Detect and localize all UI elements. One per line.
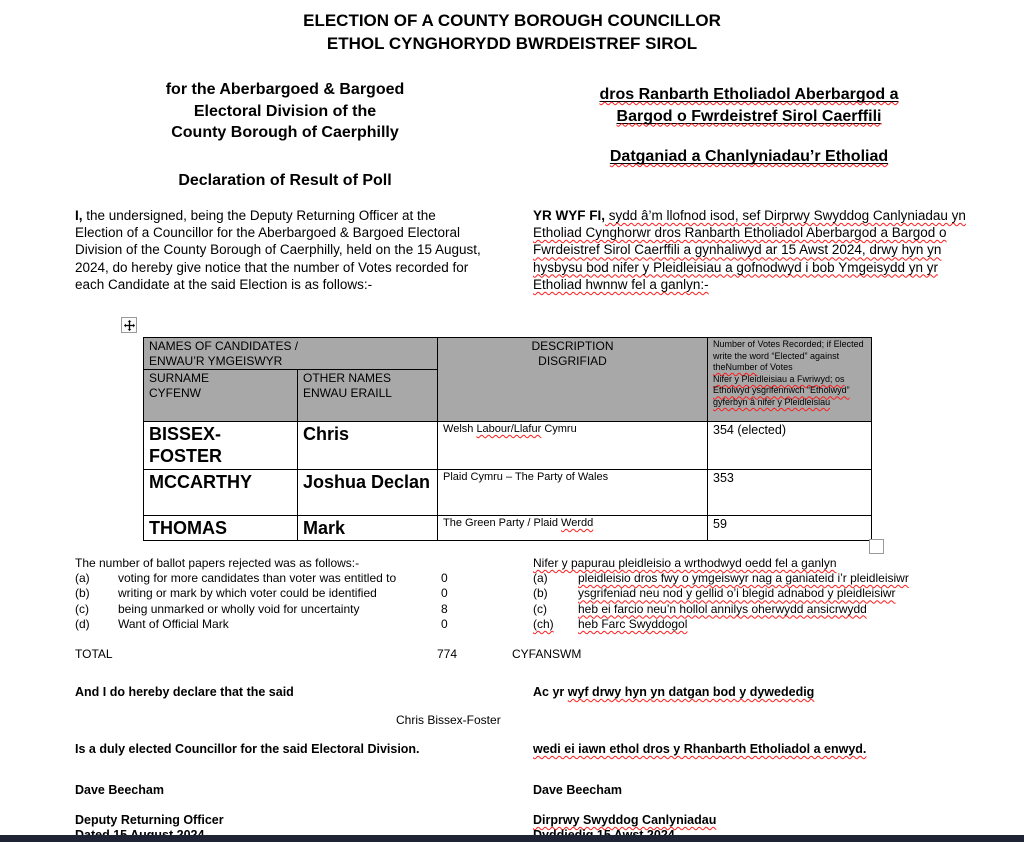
header-other-names-cy: ENWAU ERAILL xyxy=(303,385,392,400)
description-welsh-text: Labour/Llafur xyxy=(476,423,542,435)
item-label: (c) xyxy=(75,601,89,616)
item-text: Want of Official Mark xyxy=(118,616,229,631)
header-description xyxy=(438,338,708,422)
intro-lead-welsh: YR WYF FI, xyxy=(533,208,605,223)
surname-cell: THOMAS xyxy=(144,516,298,541)
table-row xyxy=(144,422,872,470)
officer-title-text: Dirprwy Swyddog Canlyniadau xyxy=(533,813,717,827)
intro-body-english: the undersigned, being the Deputy Returning Officer at the Election of a Councillor for the Aberbargoed & Bargoed Electoral Division of the County Borough of Caerphilly, held on the 15 August, 2024, do hereby give notice that the number of Votes recorded for each Candidate at the said Election is as follows:- xyxy=(75,208,481,292)
heading-english-line: County Borough of Caerphilly xyxy=(171,124,399,141)
item-value: 8 xyxy=(441,601,448,616)
rejected-item xyxy=(533,602,1003,617)
item-text: being unmarked or wholly void for uncertainty xyxy=(118,601,360,616)
results-table xyxy=(143,337,872,541)
welsh-text: Datganiad a Chanlyniadau’r Etholiad xyxy=(609,148,889,165)
intro-paragraph-welsh xyxy=(533,207,989,293)
total-label-en: TOTAL xyxy=(75,647,113,661)
move-arrows-icon xyxy=(124,320,135,331)
rejected-item xyxy=(533,617,1003,632)
votes-cell: 353 xyxy=(708,470,872,516)
declaration-cy-1 xyxy=(533,685,993,699)
other-names-cell: Mark xyxy=(298,516,438,541)
description-cell xyxy=(438,422,708,470)
rejected-item xyxy=(75,586,515,601)
table-row xyxy=(144,516,872,541)
total-value: 774 xyxy=(437,647,458,661)
heading-welsh-line xyxy=(533,84,965,106)
item-label: (b) xyxy=(75,586,90,601)
item-label: (a) xyxy=(533,571,548,586)
item-label: (d) xyxy=(75,616,90,631)
header-description-cy: DISGRIFIAD xyxy=(538,354,607,368)
item-text: voting for more candidates than voter was entitled to xyxy=(118,571,397,586)
intro-paragraph-english xyxy=(75,207,487,293)
rejected-item xyxy=(533,586,1003,601)
header-surname-cy: CYFENW xyxy=(149,385,201,400)
header-names-cy: ENWAU’R YMGEISWYR xyxy=(149,353,283,368)
item-value: 0 xyxy=(441,616,448,631)
welsh-text: wyf drwy hyn yn datgan bod y dywededig xyxy=(567,685,815,699)
officer-name-en: Dave Beecham xyxy=(75,783,164,797)
declaration-subheading-english: Declaration of Result of Poll xyxy=(178,172,392,189)
item-value: 0 xyxy=(441,586,448,601)
other-names-cell: Chris xyxy=(298,422,438,470)
other-names-cell: Joshua Declan xyxy=(298,470,438,516)
header-other-names xyxy=(298,370,438,422)
table-move-handle[interactable] xyxy=(121,317,137,333)
votes-cell: 59 xyxy=(708,516,872,541)
header-surname-en: SURNAME xyxy=(149,371,210,385)
table-row xyxy=(144,470,872,516)
header-votes-en2: of Votes xyxy=(757,362,793,373)
welsh-text: Ac yr xyxy=(533,685,568,699)
item-label: (b) xyxy=(533,586,548,601)
rejected-papers-welsh xyxy=(533,556,1003,632)
item-label: (a) xyxy=(75,571,90,586)
header-votes-en: Number of Votes Recorded; if Elected write the word “Elected” against xyxy=(713,339,864,361)
title-line-en: ELECTION OF A COUNTY BOROUGH COUNCILLOR xyxy=(303,11,721,30)
welsh-text: dros Ranbarth Etholiadol Aberbargod a xyxy=(599,86,899,103)
description-text: Cymru xyxy=(541,423,577,435)
rejected-papers-english xyxy=(75,556,515,632)
rejected-header-en: The number of ballot papers rejected was as follows:- xyxy=(75,556,360,570)
description-cell xyxy=(438,470,708,516)
officer-title-text: Deputy Returning Officer xyxy=(75,813,224,827)
header-surname xyxy=(144,370,298,422)
description-welsh-text: Werdd xyxy=(561,517,594,529)
results-table-container xyxy=(143,337,871,541)
rejected-item xyxy=(75,617,515,632)
declaration-en-2: Is a duly elected Councillor for the said Electoral Division. xyxy=(75,742,420,756)
heading-welsh xyxy=(533,84,965,127)
intro-body-welsh: sydd â’m llofnod isod, sef Dirprwy Swyddog Canlyniadau yn Etholiad Cynghorwr dros Ranbarth Etholiadol Aberbargod a Bargod o Fwrdeistref Sirol Caerffili a gynhaliwyd ar 15 Awst 2024, drwy hyn yn hysbysu bod nifer y Pleidleisiau a gofnodwyd i bob Ymgeisydd yn yr Etholiad hwnnw fel a ganlyn:- xyxy=(533,208,966,292)
item-label: (ch) xyxy=(533,616,554,631)
description-cell xyxy=(438,516,708,541)
rejected-header-cy: Nifer y papurau pleidleisio a wrthodwyd oedd fel a ganlyn xyxy=(533,556,837,570)
surname-cell: MCCARTHY xyxy=(144,470,298,516)
header-votes-cy: Nifer y Pleidleisiau a Fwriwyd; os Etholwyd ysgrifennwch “Etholwyd” gyferbyn â nifer y Pleidleisiau xyxy=(713,373,850,407)
total-label-cy: CYFANSWM xyxy=(512,647,582,661)
officer-name-cy: Dave Beecham xyxy=(533,783,622,797)
header-names-of-candidates xyxy=(144,338,438,370)
heading-english xyxy=(75,79,495,144)
welsh-text: Bargod o Fwrdeistref Sirol Caerffili xyxy=(616,107,882,125)
elected-candidate-name: Chris Bissex-Foster xyxy=(396,713,501,727)
declaration-cy-2 xyxy=(533,742,993,756)
description-text: Welsh xyxy=(443,423,477,435)
item-text: heb ei farcio neu’n hollol annilys oherwydd ansicrwydd xyxy=(578,601,867,616)
totals-row xyxy=(0,647,1024,663)
header-other-names-en: OTHER NAMES xyxy=(303,371,392,385)
item-text: writing or mark by which voter could be identified xyxy=(118,586,377,601)
item-text: heb Farc Swyddogol xyxy=(578,616,688,631)
item-value: 0 xyxy=(441,571,448,586)
header-names-en: NAMES OF CANDIDATES / xyxy=(149,339,299,353)
welsh-text: wedi ei iawn ethol dros y Rhanbarth Etholiadol a enwyd. xyxy=(533,742,867,756)
title-line-cy: ETHOL CYNGHORYDD BWRDEISTREF SIROL xyxy=(326,34,698,53)
declaration-subheading-welsh xyxy=(533,148,965,166)
description-text: The Green Party / Plaid xyxy=(443,517,562,529)
heading-welsh-line xyxy=(533,106,965,128)
rejected-item xyxy=(75,571,515,586)
description-text: Plaid Cymru – The Party of Wales xyxy=(443,471,609,483)
table-resize-handle[interactable] xyxy=(869,539,884,554)
votes-cell: 354 (elected) xyxy=(708,422,872,470)
item-label: (c) xyxy=(533,601,547,616)
header-votes-typo: theNumber xyxy=(713,362,758,373)
declaration-en-1: And I do hereby declare that the said xyxy=(75,685,294,699)
item-text: ysgrifeniad neu nod y gellid o’i blegid adnabod y pleidleisiwr xyxy=(578,586,896,601)
rejected-item xyxy=(75,602,515,617)
item-text: pleidleisio dros fwy o ymgeiswyr nag a ganiateid i’r pleidleisiwr xyxy=(578,571,909,586)
rejected-item xyxy=(533,571,1003,586)
heading-english-line: Electoral Division of the xyxy=(193,102,377,120)
window-bottom-edge xyxy=(0,835,1024,842)
surname-cell: BISSEX-FOSTER xyxy=(144,422,298,470)
heading-english-line: for the Aberbargoed & Bargoed xyxy=(165,81,405,98)
intro-lead-english: I, xyxy=(75,208,83,223)
document-title xyxy=(0,9,1024,55)
header-votes-recorded xyxy=(708,338,872,422)
header-description-en: DESCRIPTION xyxy=(531,339,614,353)
